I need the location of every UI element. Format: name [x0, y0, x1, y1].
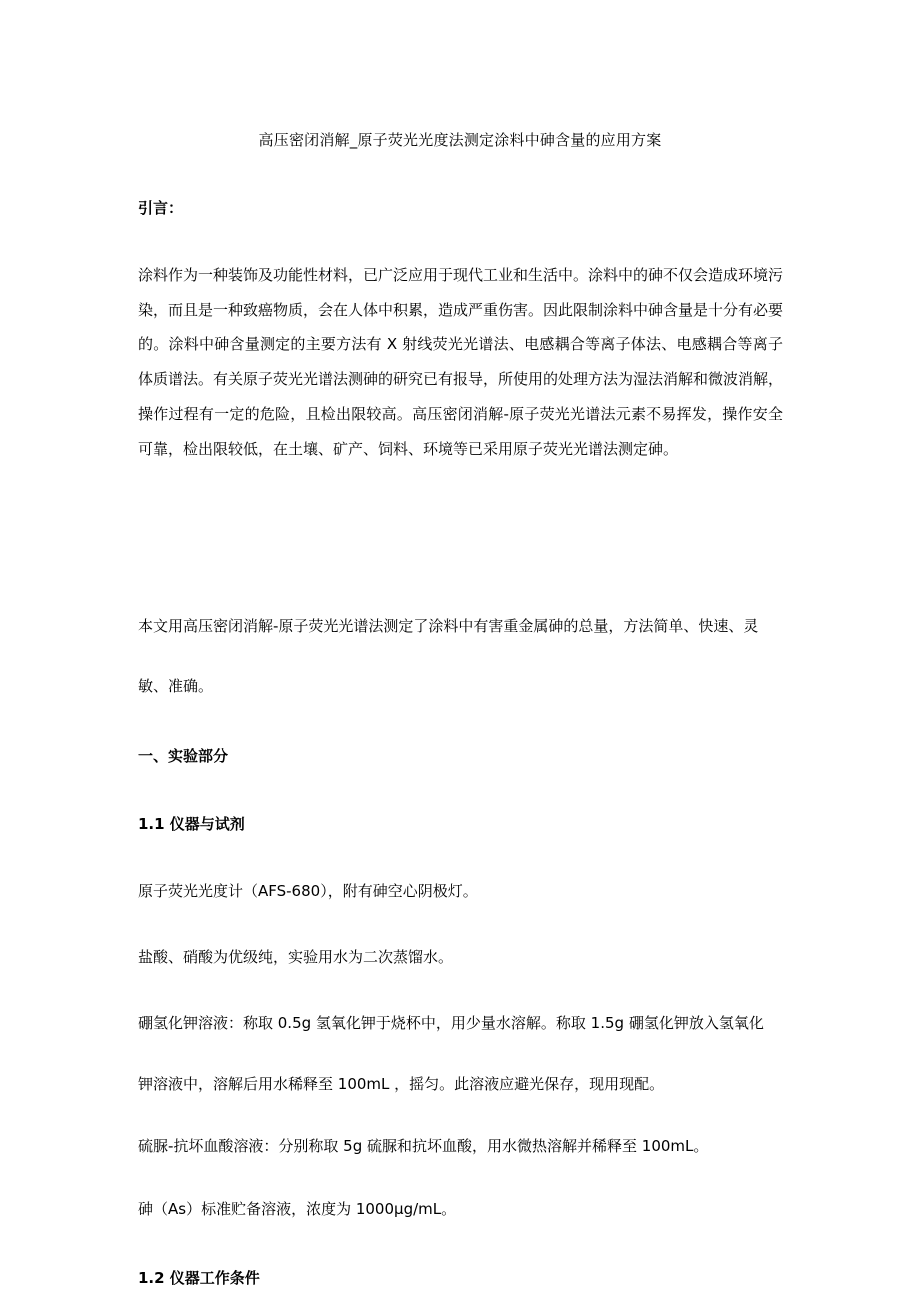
intro-heading: 引言：	[138, 199, 184, 217]
borohydride-line-2: 钾溶液中，溶解后用水稀释至 100mL ，摇匀。此溶液应避光保存，现用现配。	[138, 1075, 665, 1093]
thiourea-line: 硫脲-抗坏血酸溶液：分别称取 5g 硫脲和抗坏血酸，用水微热溶解并稀释至 100mL。	[138, 1137, 709, 1155]
intro-paragraph: 涂料作为一种装饰及功能性材料，已广泛应用于现代工业和生活中。涂料中的砷不仅会造成环境污染，而且是一种致癌物质，会在人体中积累，造成严重伤害。因此限制涂料中砷含量是十分有必要的。涂料中砷含量测定的主要方法有 X 射线荧光光谱法、电感耦合等离子体法、电感耦合等离子体质谱法。有关原子荧光光谱法测砷的研究已有报导，所使用的处理方法为湿法消解和微波消解，操作过程有一定的危险，且检出限较高。高压密闭消解-原子荧光光谱法元素不易挥发，操作安全可靠，检出限较低，在土壤、矿产、饲料、环境等已采用原子荧光光谱法测定砷。	[138, 266, 784, 458]
purpose-paragraph: 本文用高压密闭消解-原子荧光光谱法测定了涂料中有害重金属砷的总量，方法简单、快速、灵敏、准确。	[138, 617, 759, 695]
section-1-1-heading: 1.1 仪器与试剂	[138, 815, 245, 833]
section-1-2-heading: 1.2 仪器工作条件	[138, 1269, 260, 1287]
borohydride-line-1: 硼氢化钾溶液：称取 0.5g 氢氧化钾于烧杯中，用少量水溶解。称取 1.5g 硼氢化钾放入氢氧化	[138, 1014, 764, 1032]
instrument-line: 原子荧光光度计（AFS-680），附有砷空心阴极灯。	[138, 882, 478, 900]
acids-line: 盐酸、硝酸为优级纯，实验用水为二次蒸馏水。	[138, 948, 454, 966]
document-title: 高压密闭消解_原子荧光光度法测定涂料中砷含量的应用方案	[258, 131, 662, 149]
standard-line: 砷（As）标准贮备溶液，浓度为 1000μg/mL。	[138, 1200, 457, 1218]
section-1-heading: 一、实验部分	[138, 747, 229, 765]
